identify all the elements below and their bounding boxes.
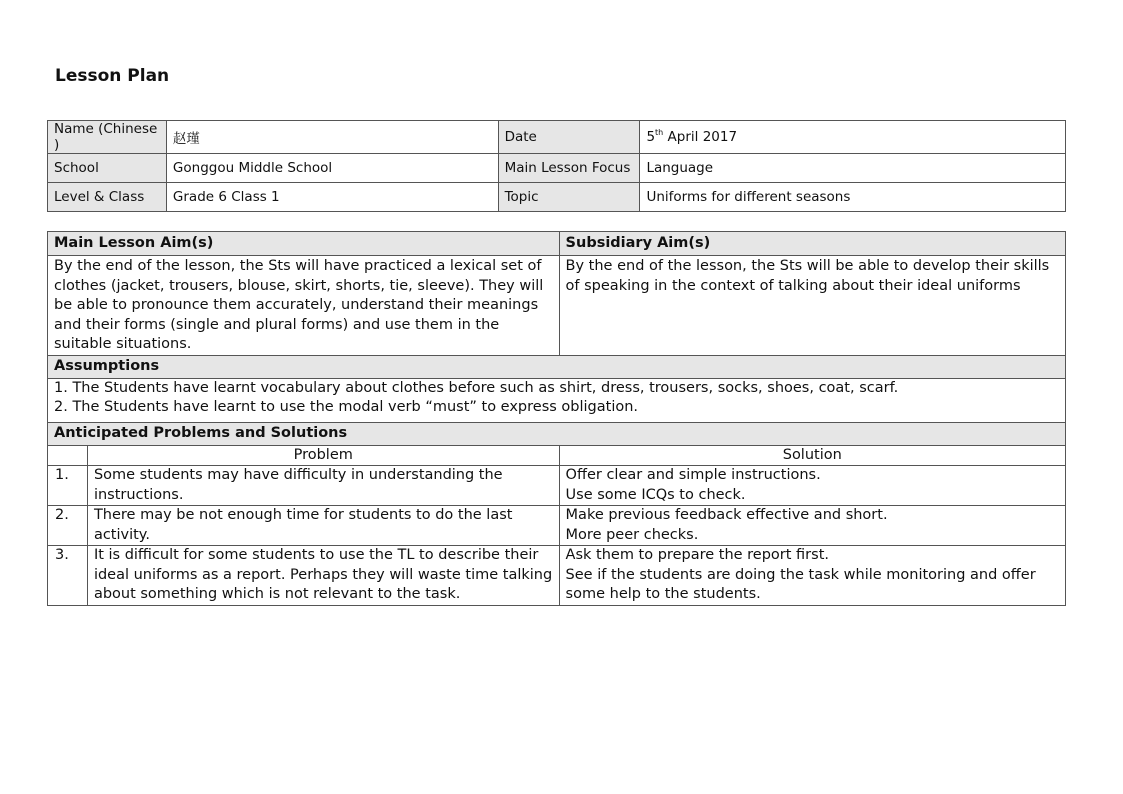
row-number: 3.	[48, 546, 88, 606]
solution-line: Use some ICQs to check.	[565, 486, 746, 503]
problem-cell: Some students may have difficulty in understanding the instructions.	[87, 466, 559, 506]
solution-line: See if the students are doing the task while monitoring and offer some help to the students.	[565, 566, 1036, 602]
subsidiary-aim-header: Subsidiary Aim(s)	[559, 232, 1065, 256]
main-aim-header: Main Lesson Aim(s)	[48, 232, 560, 256]
school-value: Gonggou Middle School	[166, 154, 498, 183]
solution-column-header: Solution	[559, 445, 1065, 466]
problem-column-header: Problem	[87, 445, 559, 466]
date-suffix: th	[655, 127, 664, 137]
problems-header: Anticipated Problems and Solutions	[48, 422, 1066, 445]
solution-line: Make previous feedback effective and short.	[565, 507, 888, 523]
aims-body-row	[48, 256, 1066, 356]
solution-line: Ask them to prepare the report first.	[565, 547, 829, 563]
level-value: Grade 6 Class 1	[166, 183, 498, 212]
date-day: 5	[646, 129, 656, 145]
focus-label: Main Lesson Focus	[498, 154, 640, 183]
name-label: Name (Chinese )	[48, 121, 167, 154]
lesson-info-table	[47, 120, 1066, 212]
solution-line: Offer clear and simple instructions.	[565, 467, 821, 483]
info-row-school	[48, 154, 1066, 183]
level-label: Level & Class	[48, 183, 167, 212]
assumptions-list	[48, 378, 1066, 422]
assumption-item: 2. The Students have learnt to use the modal verb “must” to express obligation.	[54, 399, 639, 415]
row-number: 2.	[48, 506, 88, 546]
name-value: 赵瑾	[166, 121, 498, 154]
assumptions-header: Assumptions	[48, 355, 1066, 378]
aims-header-row	[48, 232, 1066, 256]
aims-table	[47, 231, 1066, 606]
info-row-name	[48, 121, 1066, 154]
solution-line: More peer checks.	[565, 526, 699, 543]
assumptions-body-row	[48, 378, 1066, 422]
row-number: 1.	[48, 466, 88, 506]
focus-value: Language	[640, 154, 1066, 183]
problem-cell: There may be not enough time for students to do the last activity.	[87, 506, 559, 546]
date-value	[640, 121, 1066, 154]
table-row	[48, 546, 1066, 606]
problems-header-row	[48, 422, 1066, 445]
assumption-item: 1. The Students have learnt vocabulary about clothes before such as shirt, dress, trousers, socks, shoes, coat, scarf.	[54, 379, 899, 396]
page-title: Lesson Plan	[55, 66, 170, 86]
solution-cell	[559, 506, 1065, 546]
main-aim-text: By the end of the lesson, the Sts will have practiced a lexical set of clothes (jacket, trousers, blouse, skirt, shorts, tie, sleeve). They will be able to pronounce them accurately, understand their meanings and their forms (single and plural forms) and use them in the suitable situations.	[48, 256, 560, 356]
topic-label: Topic	[498, 183, 640, 212]
subsidiary-aim-text: By the end of the lesson, the Sts will be able to develop their skills of speaking in the context of talking about their ideal uniforms	[559, 256, 1065, 356]
solution-cell	[559, 466, 1065, 506]
date-label: Date	[498, 121, 640, 154]
table-row	[48, 466, 1066, 506]
number-column-header	[48, 445, 88, 466]
topic-value: Uniforms for different seasons	[640, 183, 1066, 212]
problems-column-row	[48, 445, 1066, 466]
solution-cell	[559, 546, 1065, 606]
table-row	[48, 506, 1066, 546]
school-label: School	[48, 154, 167, 183]
info-row-level	[48, 183, 1066, 212]
problem-cell: It is difficult for some students to use the TL to describe their ideal uniforms as a report. Perhaps they will waste time talking about something which is not relevant to the task.	[87, 546, 559, 606]
date-rest: April 2017	[663, 129, 738, 145]
assumptions-header-row	[48, 355, 1066, 378]
